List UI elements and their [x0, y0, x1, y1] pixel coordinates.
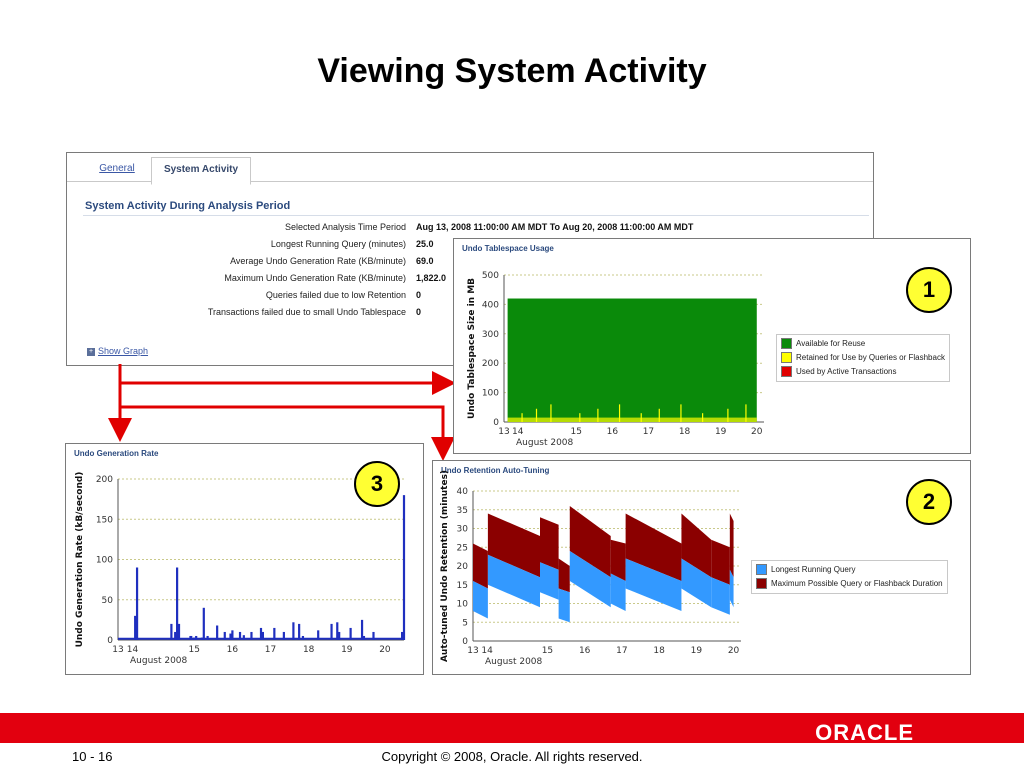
- x-tick-label: 19: [690, 646, 703, 656]
- callout-3: 3: [354, 461, 400, 507]
- series-area-available: [508, 299, 757, 422]
- stat-value-analysis-period: Aug 13, 2008 11:00:00 AM MDT To Aug 20, 2008 11:00:00 AM MDT: [416, 222, 694, 232]
- y-tick-label: 300: [481, 329, 499, 340]
- x-tick-label: 18: [653, 646, 665, 656]
- legend-item: [756, 563, 943, 577]
- series-band-max-duration: [473, 544, 488, 589]
- x-tick-label: 15: [188, 645, 200, 655]
- y-tick-label: 200: [481, 359, 499, 370]
- x-tick-label: 16: [226, 645, 239, 655]
- x-tick-label: 13: [498, 427, 510, 437]
- page-number: 10 - 16: [72, 749, 113, 764]
- tab-general[interactable]: General: [99, 163, 135, 174]
- stat-label-max-undo-rate: Maximum Undo Generation Rate (KB/minute): [224, 273, 406, 283]
- stat-label-queries-failed: Queries failed due to low Retention: [265, 290, 406, 300]
- undo-retention-tuning-panel: [432, 460, 971, 675]
- stat-value-max-undo-rate: 1,822.0: [416, 273, 447, 283]
- x-tick-label: 20: [751, 427, 763, 437]
- chart-title: Undo Generation Rate: [74, 449, 159, 458]
- y-tick-label: 0: [107, 636, 113, 646]
- callout-2: 2: [906, 479, 952, 525]
- y-tick-label: 500: [481, 271, 499, 281]
- legend-label: Retained for Use by Queries or Flashback: [796, 353, 945, 362]
- y-axis-label: Undo Generation Rate (kB/second): [75, 471, 85, 648]
- y-tick-label: 30: [456, 524, 468, 535]
- y-tick-label: 200: [95, 475, 113, 485]
- x-tick-label: 17: [264, 645, 277, 655]
- legend-swatch: [756, 578, 767, 589]
- chart-title: Undo Retention Auto-Tuning: [441, 466, 550, 475]
- x-tick-label: 18: [678, 427, 691, 437]
- x-tick-label: 18: [302, 645, 315, 655]
- y-tick-label: 150: [95, 515, 113, 526]
- y-axis-label: Undo Tablespace Size in MB: [467, 277, 477, 420]
- copyright: Copyright © 2008, Oracle. All rights reserved.: [381, 749, 643, 764]
- series-band-longest-query: [559, 589, 570, 623]
- callout-1: 1: [906, 267, 952, 313]
- y-tick-label: 35: [456, 505, 468, 516]
- x-tick-label: 17: [642, 427, 655, 437]
- legend-swatch: [781, 338, 792, 349]
- x-tick-label: 17: [616, 646, 628, 656]
- x-axis-label: August 2008: [485, 657, 543, 667]
- undo-tablespace-usage-panel: [453, 238, 971, 454]
- y-tick-label: 15: [456, 580, 468, 591]
- y-tick-label: 0: [493, 418, 499, 428]
- y-tick-label: 50: [101, 595, 113, 606]
- chart-title: Undo Tablespace Usage: [462, 244, 554, 253]
- x-axis-label: August 2008: [130, 656, 188, 666]
- x-tick-label: 15: [570, 427, 582, 437]
- show-graph-label: Show Graph: [98, 346, 149, 356]
- x-tick-label: 16: [606, 427, 619, 437]
- legend-swatch: [781, 352, 792, 363]
- legend-item: [781, 337, 945, 351]
- stat-value-longest-query: 25.0: [416, 239, 434, 249]
- stat-label-transactions-failed: Transactions failed due to small Undo Tablespace: [207, 307, 406, 317]
- legend-swatch: [756, 564, 767, 575]
- x-tick-label: 16: [578, 646, 591, 656]
- x-tick-label: 13: [467, 646, 479, 656]
- stat-label-longest-query: Longest Running Query (minutes): [270, 239, 406, 249]
- y-tick-label: 100: [95, 555, 113, 566]
- oracle-logo: ORACLE: [815, 720, 914, 745]
- series-area-retained: [508, 418, 757, 422]
- retention-legend: [751, 560, 948, 594]
- usage-legend: [776, 334, 950, 382]
- legend-item: [781, 351, 945, 365]
- x-tick-label: 14: [511, 427, 524, 437]
- y-tick-label: 40: [456, 487, 468, 497]
- slide-title: Viewing System Activity: [317, 52, 707, 90]
- legend-label: Available for Reuse: [796, 339, 866, 348]
- x-tick-label: 19: [341, 645, 353, 655]
- legend-item: [756, 577, 943, 591]
- y-tick-label: 20: [456, 562, 468, 572]
- series-band-max-duration: [540, 517, 559, 570]
- series-band-max-duration: [711, 540, 730, 585]
- x-tick-label: 13: [112, 645, 124, 655]
- y-tick-label: 5: [462, 618, 468, 629]
- stat-label-avg-undo-rate: Average Undo Generation Rate (KB/minute): [230, 256, 406, 266]
- x-tick-label: 19: [714, 427, 727, 437]
- x-tick-label: 20: [379, 645, 391, 655]
- stat-label-analysis-period: Selected Analysis Time Period: [284, 222, 406, 232]
- x-tick-label: 15: [541, 646, 554, 656]
- legend-label: Longest Running Query: [771, 565, 856, 574]
- legend-item: [781, 365, 945, 379]
- x-axis-label: August 2008: [516, 438, 574, 448]
- legend-swatch: [781, 366, 792, 377]
- x-tick-label: 14: [481, 646, 493, 656]
- stat-value-queries-failed: 0: [416, 290, 422, 300]
- section-title: System Activity During Analysis Period: [85, 200, 291, 212]
- series-band-max-duration: [730, 514, 734, 578]
- stat-value-transactions-failed: 0: [416, 307, 422, 317]
- x-tick-label: 14: [126, 645, 139, 655]
- tab-system-activity[interactable]: System Activity: [151, 157, 251, 185]
- plus-icon: +: [88, 347, 94, 355]
- arrow-to-tablespace-usage: [120, 364, 450, 383]
- stat-value-avg-undo-rate: 69.0: [416, 256, 434, 266]
- y-axis-label: Auto-tuned Undo Retention (minutes): [440, 469, 450, 663]
- y-tick-label: 0: [462, 637, 468, 647]
- legend-label: Used by Active Transactions: [796, 367, 897, 376]
- y-tick-label: 25: [456, 543, 468, 554]
- y-tick-label: 400: [481, 300, 499, 311]
- x-tick-label: 20: [727, 646, 740, 656]
- y-tick-label: 100: [481, 388, 499, 399]
- y-tick-label: 10: [456, 599, 468, 610]
- series-band-max-duration: [559, 559, 570, 593]
- legend-label: Maximum Possible Query or Flashback Duration: [771, 579, 943, 588]
